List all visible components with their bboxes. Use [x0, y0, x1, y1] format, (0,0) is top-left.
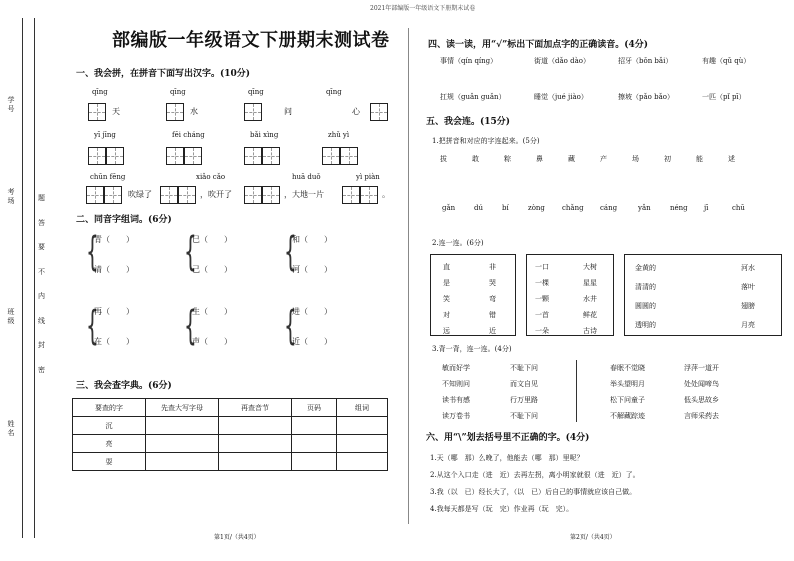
match-right[interactable]: 错 [489, 311, 496, 319]
match-right[interactable]: 翅膀 [741, 302, 755, 310]
match-right[interactable]: 古诗 [583, 327, 597, 335]
write-box[interactable] [86, 186, 104, 204]
dictionary-table [72, 398, 388, 471]
poem-left [610, 360, 645, 424]
write-box[interactable] [88, 147, 106, 165]
s1-heading: 一、我会拼，在拼音下面写出汉字。(10分) [76, 69, 251, 79]
char[interactable]: 初 [664, 155, 671, 163]
s2-item[interactable]: 近（ ） [292, 337, 332, 346]
match-right[interactable]: 行万里路 [510, 396, 538, 404]
match-left[interactable]: 圆圆的 [635, 302, 656, 310]
s5-heading: 五、我会连。(15分) [426, 117, 511, 127]
match-right[interactable]: 弯 [489, 295, 496, 303]
s4-item[interactable]: 擦坡（pǎo bǎo） [618, 93, 674, 101]
answer-cell[interactable] [146, 435, 219, 453]
s2-item[interactable]: 河（ ） [292, 265, 332, 274]
table-header: 先查大写字母 [146, 399, 219, 417]
table-header-row [73, 399, 388, 417]
write-box[interactable] [370, 103, 388, 121]
answer-cell[interactable] [337, 453, 388, 471]
match-left[interactable]: 松下问童子 [610, 396, 645, 404]
s2-item[interactable]: 已（ ） [192, 235, 232, 244]
match-right[interactable]: 言师采药去 [684, 412, 719, 420]
proverb-left [442, 360, 470, 424]
s4-item[interactable]: 有趣（qǔ qù） [702, 57, 751, 65]
s5-q1: 1.把拼音和对应的字连起来。(5分) [432, 137, 540, 145]
pinyin[interactable]: zònɡ [528, 204, 545, 212]
match-left[interactable]: 对 [443, 311, 450, 319]
column-divider [576, 360, 577, 422]
answer-cell[interactable] [146, 453, 219, 471]
char[interactable]: 粽 [504, 155, 511, 163]
s6-lines [430, 450, 640, 518]
brace: { [284, 229, 297, 275]
match-left[interactable]: 一棵 [535, 279, 549, 287]
match-left[interactable]: 不知则问 [442, 380, 470, 388]
match-right[interactable]: 而文自见 [510, 380, 538, 388]
seal-text: 题 答 要 不 内 线 封 密 [38, 194, 45, 374]
match-left[interactable]: 春眠不觉晓 [610, 364, 645, 372]
table-row [73, 453, 388, 471]
match-box-1 [430, 254, 516, 336]
s1-row3-boxes: 吹绿了 ，吹开了 ，大地一片 。 [86, 186, 406, 208]
s5-q2: 2.连一连。(6分) [432, 239, 484, 247]
s3-heading: 三、我会查字典。(6分) [76, 381, 172, 391]
s6-line[interactable]: 1.天（哪 那）么晚了，他能去（哪 那）里呢？ [430, 454, 584, 462]
write-box[interactable] [88, 103, 106, 121]
match-left[interactable]: 一朵 [535, 327, 549, 335]
table-header: 再查音节 [219, 399, 292, 417]
pinyin[interactable]: jī [704, 204, 709, 212]
answer-cell[interactable] [219, 417, 292, 435]
brace: { [86, 303, 99, 349]
match-right[interactable]: 星星 [583, 279, 597, 287]
match-right[interactable]: 河水 [741, 264, 755, 272]
margin-label-id: 学号 [7, 96, 15, 114]
pinyin[interactable]: ɡǎn [442, 204, 456, 212]
match-right[interactable]: 浮萍一道开 [684, 364, 719, 372]
match-right[interactable]: 低头思故乡 [684, 396, 719, 404]
match-right[interactable]: 哭 [489, 279, 496, 287]
match-right[interactable]: 鲜花 [583, 311, 597, 319]
match-left[interactable]: 金黄的 [635, 264, 656, 272]
char[interactable]: 敢 [472, 155, 479, 163]
char[interactable]: 能 [696, 155, 703, 163]
s2-heading: 二、同音字组词。(6分) [76, 215, 172, 225]
match-right[interactable]: 不耻下问 [510, 364, 538, 372]
write-box[interactable] [262, 147, 280, 165]
s6-line[interactable]: 4.我每天都是写（玩 完）作业再（玩 完）。 [430, 505, 574, 513]
write-box[interactable] [244, 103, 262, 121]
write-box[interactable] [160, 186, 178, 204]
table-header: 要查的字 [73, 399, 146, 417]
pinyin[interactable]: chū [732, 204, 745, 212]
s4-item[interactable]: 街道（dǎo dào） [534, 57, 590, 65]
poem-right [684, 360, 719, 424]
answer-cell[interactable] [337, 435, 388, 453]
answer-cell[interactable] [219, 453, 292, 471]
write-box[interactable] [184, 147, 202, 165]
match-left[interactable]: 远 [443, 327, 450, 335]
match-left[interactable]: 笑 [443, 295, 450, 303]
match-right[interactable]: 近 [489, 327, 496, 335]
s4-heading: 四、读一读，用“√”标出下面加点字的正确读音。(4分) [428, 40, 649, 50]
s6-line[interactable]: 3.我（以 已）经长大了，（以 已）后自己的事情就应该自己做。 [430, 488, 637, 496]
match-right[interactable]: 落叶 [741, 283, 755, 291]
s1-row1-boxes: 天 水 问 心 [88, 103, 408, 125]
s4-item[interactable]: 事情（qín qínɡ） [440, 57, 498, 65]
brace: { [284, 303, 297, 349]
s4-item[interactable]: 招牙（bǒn bǎi） [618, 57, 673, 65]
answer-cell[interactable] [292, 435, 337, 453]
table-header: 组词 [337, 399, 388, 417]
match-right[interactable]: 水井 [583, 295, 597, 303]
s1-row1-pinyin: qīnɡ qīnɡ qīnɡ qīnɡ [92, 88, 342, 96]
write-box[interactable] [166, 147, 184, 165]
match-right[interactable]: 不耻下问 [510, 412, 538, 420]
s2-item[interactable]: 己（ ） [192, 265, 232, 274]
write-box[interactable] [262, 186, 280, 204]
s2-item[interactable]: 生（ ） [192, 307, 232, 316]
margin-label-class: 班级 [7, 308, 15, 326]
s4-item[interactable]: 扛规（guǎn ɡuǎn） [440, 93, 506, 101]
match-right[interactable]: 处处闻啼鸟 [684, 380, 719, 388]
write-box[interactable] [244, 147, 262, 165]
answer-cell[interactable] [292, 417, 337, 435]
page-title: 部编版一年级语文下册期末测试卷 [112, 30, 390, 51]
answer-cell[interactable] [292, 453, 337, 471]
pinyin[interactable]: bí [502, 204, 509, 212]
brace: { [86, 229, 99, 275]
match-box-3 [624, 254, 782, 336]
write-box[interactable] [166, 103, 184, 121]
footer-right: 第2页/（共4页） [570, 534, 616, 541]
s2-item[interactable]: 再（ ） [94, 307, 134, 316]
char[interactable]: 产 [600, 155, 607, 163]
margin-label-name: 姓名 [7, 420, 15, 438]
write-box[interactable] [342, 186, 360, 204]
table-row [73, 435, 388, 453]
match-right[interactable]: 月亮 [741, 321, 755, 329]
write-box[interactable] [360, 186, 378, 204]
write-box[interactable] [340, 147, 358, 165]
answer-cell[interactable] [219, 435, 292, 453]
char[interactable]: 拔 [440, 155, 447, 163]
margin-line-2 [34, 18, 35, 538]
match-left[interactable]: 一首 [535, 311, 549, 319]
s4-item[interactable]: 一匹（pǐ pī） [702, 93, 746, 101]
table-cell: 亮 [73, 435, 146, 453]
margin-line-1 [22, 18, 23, 538]
s5-q3: 3.背一背，连一连。(4分) [432, 345, 512, 353]
char[interactable]: 鼻 [536, 155, 543, 163]
char[interactable]: 逑 [728, 155, 735, 163]
match-left[interactable]: 一颗 [535, 295, 549, 303]
pinyin[interactable]: dú [474, 204, 483, 212]
table-cell: 沉 [73, 417, 146, 435]
write-box[interactable] [244, 186, 262, 204]
write-box[interactable] [106, 147, 124, 165]
match-left[interactable]: 是 [443, 279, 450, 287]
write-box[interactable] [104, 186, 122, 204]
match-left[interactable]: 读书有感 [442, 396, 470, 404]
answer-cell[interactable] [146, 417, 219, 435]
match-left[interactable]: 举头望明月 [610, 380, 645, 388]
table-header: 页码 [292, 399, 337, 417]
write-box[interactable] [322, 147, 340, 165]
brace: { [184, 229, 197, 275]
s2-item[interactable]: 在（ ） [94, 337, 134, 346]
pinyin[interactable]: nénɡ [670, 204, 688, 212]
footer-left: 第1页/（共4页） [214, 534, 260, 541]
answer-cell[interactable] [337, 417, 388, 435]
s2-item[interactable]: 清（ ） [94, 265, 134, 274]
match-left[interactable]: 敏而好学 [442, 364, 470, 372]
s1-row2-boxes [88, 145, 408, 167]
s6-heading: 六、用“\”划去括号里不正确的字。(4分) [426, 433, 590, 443]
table-row [73, 417, 388, 435]
pinyin[interactable]: cánɡ [600, 204, 618, 212]
header-small: 2021年部编版一年级语文下册期末试卷 [370, 5, 476, 12]
table-cell: 耍 [73, 453, 146, 471]
match-left[interactable]: 透明的 [635, 321, 656, 329]
write-box[interactable] [178, 186, 196, 204]
s2-item[interactable]: 青（ ） [94, 235, 134, 244]
s2-item[interactable]: 进（ ） [292, 307, 332, 316]
s4-item[interactable]: 睡觉（jué jiào） [534, 93, 588, 101]
match-left[interactable]: 清清的 [635, 283, 656, 291]
match-box-2 [526, 254, 614, 336]
match-left[interactable]: 不解藏踪迹 [610, 412, 645, 420]
char[interactable]: 藏 [568, 155, 575, 163]
margin-label-room: 考场 [7, 188, 15, 206]
s2-item[interactable]: 声（ ） [192, 337, 232, 346]
pinyin[interactable]: chǎnɡ [562, 204, 584, 212]
s6-line[interactable]: 2.从这个入口走（进 近）去再左拐，离小明家就很（进 近）了。 [430, 471, 640, 479]
match-left[interactable]: 直 [443, 263, 450, 271]
char[interactable]: 场 [632, 155, 639, 163]
s2-item[interactable]: 和（ ） [292, 235, 332, 244]
match-right[interactable]: 非 [489, 263, 496, 271]
match-right[interactable]: 大树 [583, 263, 597, 271]
brace: { [184, 303, 197, 349]
match-left[interactable]: 一口 [535, 263, 549, 271]
pinyin[interactable]: yǎn [638, 204, 651, 212]
proverb-right [510, 360, 538, 424]
match-left[interactable]: 读万卷书 [442, 412, 470, 420]
